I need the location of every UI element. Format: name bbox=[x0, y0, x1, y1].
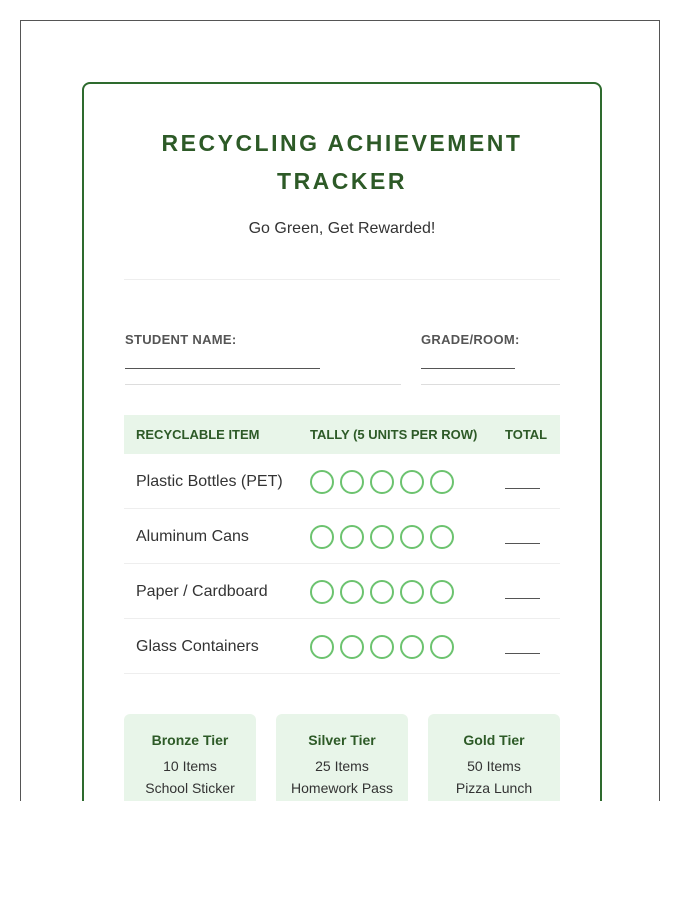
tally-circle[interactable] bbox=[310, 635, 334, 659]
tier-count: 50 Items bbox=[467, 758, 521, 774]
page-subtitle: Go Green, Get Rewarded! bbox=[248, 220, 436, 237]
student-name-label: STUDENT NAME: bbox=[125, 332, 237, 347]
tally-circle[interactable] bbox=[310, 580, 334, 604]
table-header bbox=[124, 415, 560, 454]
recycling-table bbox=[124, 415, 560, 674]
page-frame bbox=[20, 20, 660, 801]
total-blank[interactable] bbox=[505, 488, 540, 489]
tier-count: 10 Items bbox=[163, 758, 217, 774]
total-blank[interactable] bbox=[505, 543, 540, 544]
header-divider bbox=[124, 279, 560, 280]
tracker-card bbox=[82, 82, 602, 801]
tier-reward: Homework Pass bbox=[291, 780, 393, 796]
silver-tier-card bbox=[276, 714, 408, 801]
tally-circle[interactable] bbox=[430, 635, 454, 659]
table-row bbox=[124, 509, 560, 564]
grade-room-label: GRADE/ROOM: bbox=[421, 332, 520, 347]
item-label: Aluminum Cans bbox=[136, 528, 249, 545]
total-blank[interactable] bbox=[505, 653, 540, 654]
item-label: Plastic Bottles (PET) bbox=[136, 473, 283, 490]
tally-circle[interactable] bbox=[340, 525, 364, 549]
tally-circle[interactable] bbox=[400, 580, 424, 604]
grade-room-rule bbox=[421, 384, 560, 385]
tier-reward: School Sticker bbox=[145, 780, 235, 796]
tally-circles bbox=[310, 580, 460, 604]
tally-circle[interactable] bbox=[430, 525, 454, 549]
tally-circle[interactable] bbox=[370, 580, 394, 604]
grade-room-field[interactable] bbox=[421, 332, 520, 347]
tally-circle[interactable] bbox=[340, 635, 364, 659]
student-name-field[interactable] bbox=[125, 332, 237, 347]
tier-name: Silver Tier bbox=[308, 732, 376, 748]
tally-circle[interactable] bbox=[370, 470, 394, 494]
tally-circle[interactable] bbox=[340, 470, 364, 494]
tally-circle[interactable] bbox=[430, 470, 454, 494]
tally-circle[interactable] bbox=[400, 635, 424, 659]
student-name-rule bbox=[125, 384, 401, 385]
grade-room-line bbox=[421, 368, 515, 369]
table-row bbox=[124, 564, 560, 619]
tally-circle[interactable] bbox=[370, 525, 394, 549]
tier-reward: Pizza Lunch bbox=[455, 780, 533, 796]
tally-circles bbox=[310, 470, 460, 494]
page-title: RECYCLING ACHIEVEMENT TRACKER bbox=[161, 130, 523, 194]
tally-circles bbox=[310, 635, 460, 659]
total-blank[interactable] bbox=[505, 598, 540, 599]
tier-count: 25 Items bbox=[315, 758, 369, 774]
tally-circle[interactable] bbox=[340, 580, 364, 604]
table-row bbox=[124, 454, 560, 509]
item-label: Glass Containers bbox=[136, 638, 259, 655]
table-row bbox=[124, 619, 560, 674]
tally-circle[interactable] bbox=[310, 525, 334, 549]
student-name-line bbox=[125, 368, 320, 369]
tally-circle[interactable] bbox=[400, 470, 424, 494]
column-header-item: RECYCLABLE ITEM bbox=[136, 427, 260, 442]
tally-circle[interactable] bbox=[400, 525, 424, 549]
tally-circle[interactable] bbox=[310, 470, 334, 494]
tier-name: Bronze Tier bbox=[151, 732, 229, 748]
tally-circles bbox=[310, 525, 460, 549]
item-label: Paper / Cardboard bbox=[136, 583, 268, 600]
gold-tier-card bbox=[428, 714, 560, 801]
column-header-total: TOTAL bbox=[505, 427, 548, 442]
column-header-tally: TALLY (5 UNITS PER ROW) bbox=[310, 427, 478, 442]
bronze-tier-card bbox=[124, 714, 256, 801]
tier-name: Gold Tier bbox=[463, 732, 525, 748]
tally-circle[interactable] bbox=[430, 580, 454, 604]
tally-circle[interactable] bbox=[370, 635, 394, 659]
